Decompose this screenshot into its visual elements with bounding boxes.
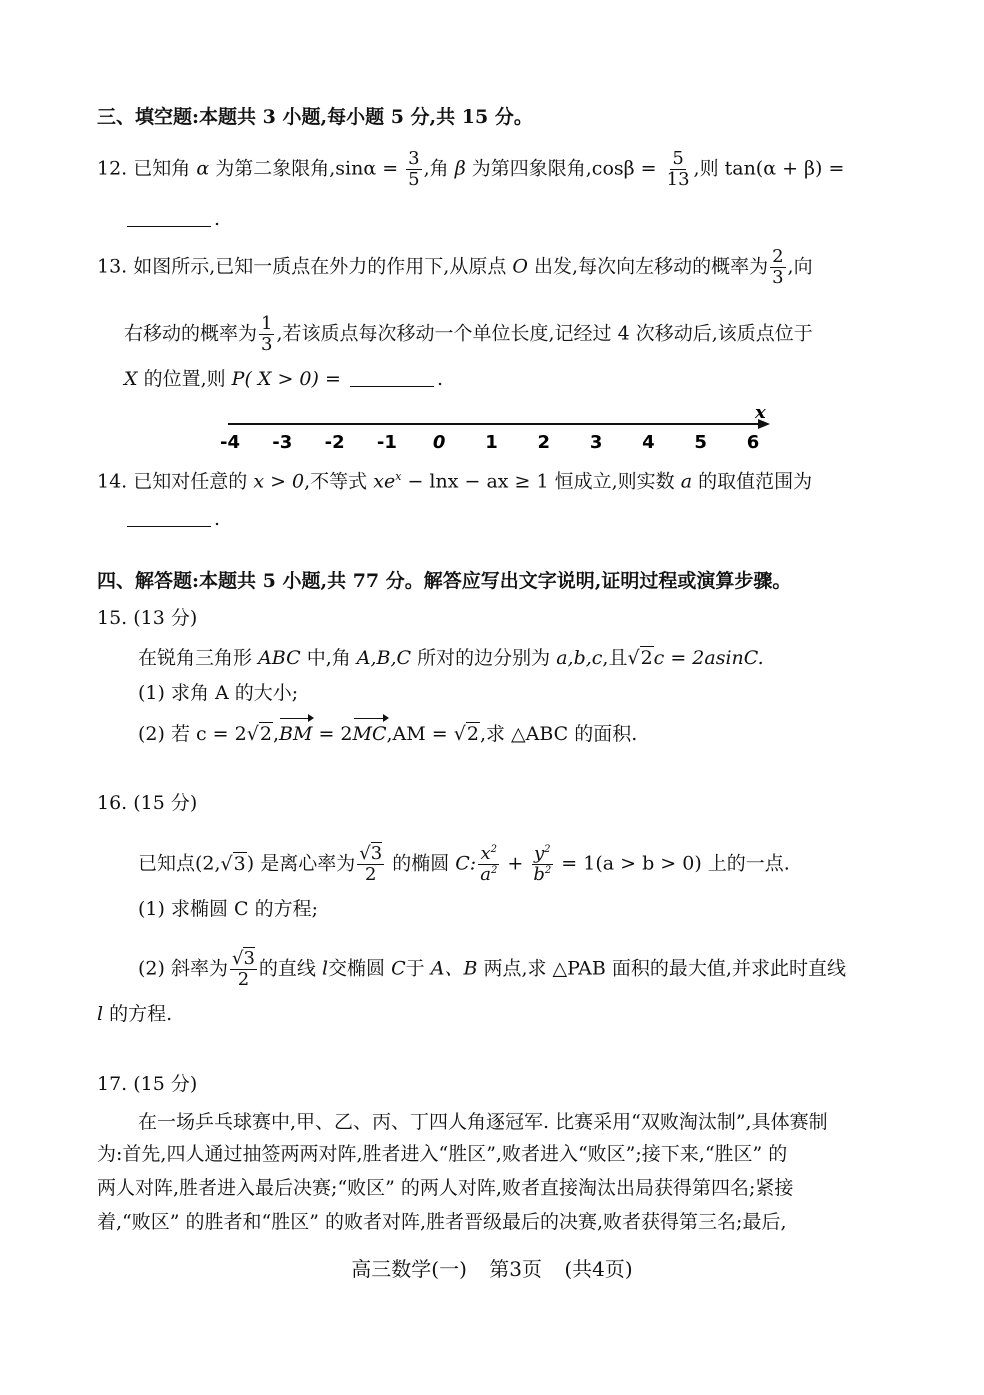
q14-number: 14. — [97, 470, 128, 493]
q13-text-2: 出发,每次向左移动的概率为 — [534, 255, 769, 278]
number-line-tick-label: 2 — [537, 432, 551, 453]
number-line-tick-label: 5 — [694, 432, 707, 453]
q16-b-exponent: 2 — [544, 865, 552, 876]
q13-text-6: 的位置,则 — [143, 368, 226, 390]
q12-cos-numerator: 5 — [672, 148, 684, 169]
question-16-part-2 — [138, 950, 846, 989]
q16-text-1: 已知点(2, — [138, 852, 221, 875]
q16-part2-text-e: 两点,求 △PAB 面积的最大值,并求此时直线 — [483, 957, 846, 980]
q13-text-5: ,若该质点每次移动一个单位长度,记经过 4 次移动后,该质点位于 — [276, 322, 813, 345]
question-17-line-4: 着,“败区” 的胜者和“胜区” 的败者对阵,胜者晋级最后的决赛,败者获得第三名;最后, — [97, 1211, 787, 1233]
q16-y-exponent: 2 — [544, 844, 551, 855]
q17-score: (15 分) — [133, 1073, 198, 1095]
q15-score: (13 分) — [133, 607, 198, 629]
number-line-tick-label: 1 — [485, 432, 498, 453]
q17-number: 17. — [97, 1073, 128, 1095]
q15-part2-text-c: = 2 — [312, 723, 353, 745]
q13-right-denominator: 3 — [261, 334, 273, 355]
q15-sqrt-radicand: 2 — [640, 647, 653, 669]
q16-y: y — [534, 843, 545, 864]
q16-slope-numerator: √3 — [231, 948, 255, 969]
q15-angles: A,B,C — [356, 647, 412, 669]
q13-x: X — [124, 368, 138, 390]
q16-point-sqrt: √3 — [220, 852, 246, 875]
number-line-tick-label: -4 — [220, 432, 240, 453]
q14-text-1: 已知对任意的 — [133, 470, 248, 493]
q16-a: a — [480, 864, 491, 885]
number-line-tick-label: -2 — [324, 432, 345, 453]
q12-sin-denominator: 5 — [408, 169, 420, 190]
footer-page-number: 第3页 — [489, 1257, 542, 1281]
q16-y-term — [531, 845, 553, 884]
question-17-line-3: 两人对阵,胜者进入最后决赛;“败区” 的两人对阵,败者直接淘汰出局获得第四名;紧接 — [97, 1177, 794, 1199]
question-17-line-2: 为:首先,四人通过抽签两两对阵,胜者进入“胜区”,败者进入“败区”;接下来,“胜区” 的 — [97, 1143, 788, 1165]
q12-end: . — [214, 208, 221, 230]
q16-number: 16. — [97, 792, 128, 814]
question-14-line-2 — [124, 505, 220, 533]
q16-point-sqrt-radicand: 3 — [233, 852, 246, 875]
q16-text-4: = 1(a > b > 0) 上的一点. — [561, 852, 790, 875]
q15-text-5: c = 2asinC. — [653, 647, 764, 669]
question-14-line-1 — [97, 463, 812, 495]
question-15-stem — [138, 644, 764, 672]
question-16-stem — [138, 845, 790, 884]
q15-part2-sqrt2-radicand: 2 — [466, 723, 479, 745]
q16-eccentricity-numerator: √3 — [359, 843, 383, 864]
q14-xe: xe — [373, 470, 396, 493]
q12-beta: β — [454, 157, 466, 180]
q16-eccentricity-denominator: 2 — [364, 864, 377, 885]
q16-eccentricity — [357, 845, 384, 884]
section-4-heading: 四、解答题:本题共 5 小题,共 77 分。解答应写出文字说明,证明过程或演算步骤。 — [97, 570, 792, 592]
q15-number: 15. — [97, 607, 128, 629]
q12-text-2: 为第二象限角, — [215, 157, 336, 180]
q12-cos-denominator: 13 — [666, 169, 690, 190]
q13-probability-expr: P( X > 0) = — [231, 368, 341, 390]
q14-condition: x > 0 — [253, 470, 305, 493]
number-line-tick-label: 0 — [432, 432, 446, 453]
number-line-tick-label: -1 — [376, 432, 397, 453]
q16-ecc-radicand: 3 — [370, 843, 383, 864]
q13-text-1: 如图所示,已知一质点在外力的作用下,从原点 — [133, 255, 507, 278]
q13-left-numerator: 2 — [772, 246, 784, 267]
q12-text-5: ,则 tan(α + β) = — [693, 157, 845, 180]
q13-text-4: 右移动的概率为 — [124, 322, 258, 345]
q15-text-2: 中,角 — [306, 647, 351, 669]
q15-text-3: 所对的边分别为 — [417, 647, 551, 669]
question-17-header — [97, 1070, 197, 1098]
number-line-axis-label: x — [755, 402, 766, 423]
q12-text-3: ,角 — [423, 157, 449, 180]
number-line-tick-label: -3 — [272, 432, 293, 453]
q13-number: 13. — [97, 255, 128, 278]
q16-ellipse-name: C: — [455, 852, 477, 875]
section-3-heading: 三、填空题:本题共 3 小题,每小题 5 分,共 15 分。 — [97, 106, 533, 128]
q12-text-1: 已知角 — [133, 157, 191, 180]
q12-sin: sinα = — [335, 157, 399, 180]
q14-text-4: 的取值范围为 — [698, 470, 813, 493]
q16-b: b — [533, 864, 545, 885]
number-line-tick-label: 6 — [746, 432, 760, 453]
q15-vector-mc: MC — [353, 720, 387, 748]
q16-part2-text-d: 于 — [405, 957, 425, 980]
q15-text-4: ,且 — [602, 647, 628, 669]
q16-points-ab: A、B — [430, 957, 478, 980]
q15-part2-text-b: , — [272, 723, 279, 745]
q12-cos: cosβ = — [591, 157, 657, 180]
question-15-part-1: (1) 求角 A 的大小; — [138, 682, 299, 704]
q16-line-l: l — [321, 957, 329, 980]
q16-a-exponent: 2 — [490, 865, 498, 876]
number-line-ticks — [220, 432, 759, 453]
q16-part2-text-a: (2) 斜率为 — [138, 957, 228, 980]
q15-part2-sqrt-2: √2 — [453, 723, 479, 745]
q16-text-2: ) 是离心率为 — [246, 852, 356, 875]
q15-part2-text-a: (2) 若 c = 2 — [138, 723, 247, 745]
page-footer — [0, 1253, 984, 1282]
q16-x: x — [480, 843, 491, 864]
question-16-header — [97, 789, 197, 817]
q16-slope-radicand: 3 — [243, 948, 255, 969]
q14-text-2: ,不等式 — [304, 470, 368, 493]
footer-total-pages: (共4页) — [564, 1257, 633, 1281]
q16-x-exponent: 2 — [490, 844, 498, 855]
q15-text-1: 在锐角三角形 — [138, 647, 253, 669]
q15-part2-sqrt: √2 — [246, 723, 272, 745]
q16-slope-denominator: 2 — [237, 969, 250, 990]
q13-right-numerator: 1 — [261, 313, 273, 334]
question-16-part-2-cont — [97, 1000, 172, 1028]
q16-ellipse-c: C — [391, 957, 406, 980]
footer-course: 高三数学(一) — [351, 1257, 467, 1281]
q16-part2-text-c: 交椭圆 — [328, 957, 386, 980]
q12-text-4: 为第四象限角, — [471, 157, 592, 180]
q15-triangle: ABC — [258, 647, 301, 669]
q16-part2-text-g: 的方程. — [109, 1003, 173, 1025]
q15-part2-sqrt-radicand: 2 — [259, 723, 272, 745]
q14-a: a — [680, 470, 693, 493]
q16-line-l-2: l — [97, 1003, 104, 1025]
q14-answer-blank[interactable] — [127, 506, 211, 527]
q15-sqrt: √2 — [627, 647, 653, 669]
q16-text-3: 的椭圆 — [392, 852, 450, 875]
question-15-header — [97, 604, 197, 632]
q13-end: . — [436, 368, 443, 390]
q14-text-3: − lnx − ax ≥ 1 恒成立,则实数 — [407, 470, 675, 493]
q15-part2-text-d: ,AM = — [386, 723, 448, 745]
q14-end: . — [214, 508, 221, 530]
q15-part2-text-e: ,求 △ABC 的面积. — [479, 723, 638, 745]
q13-origin: O — [512, 255, 528, 278]
q13-left-denominator: 3 — [772, 267, 784, 288]
question-15-part-2 — [138, 720, 637, 748]
q14-exponent: x — [395, 470, 402, 483]
number-line-tick-label: 3 — [589, 432, 603, 453]
q15-vector-bm: BM — [279, 720, 312, 748]
q13-text-3: ,向 — [787, 255, 813, 278]
question-16-part-1: (1) 求椭圆 C 的方程; — [138, 898, 318, 920]
q16-part2-text-b: 的直线 — [258, 957, 316, 980]
q12-alpha: α — [196, 157, 210, 180]
number-line-tick-label: 4 — [642, 432, 655, 453]
q12-number: 12. — [97, 157, 128, 180]
question-17-line-1: 在一场乒乓球赛中,甲、乙、丙、丁四人角逐冠军. 比赛采用“双败淘汰制”,具体赛制 — [138, 1111, 828, 1133]
q12-sin-numerator: 3 — [408, 148, 420, 169]
q16-plus: + — [507, 852, 524, 875]
q16-slope — [230, 950, 257, 989]
q16-x-term — [478, 845, 499, 884]
q16-score: (15 分) — [133, 792, 198, 814]
q15-sides: a,b,c — [556, 647, 603, 669]
